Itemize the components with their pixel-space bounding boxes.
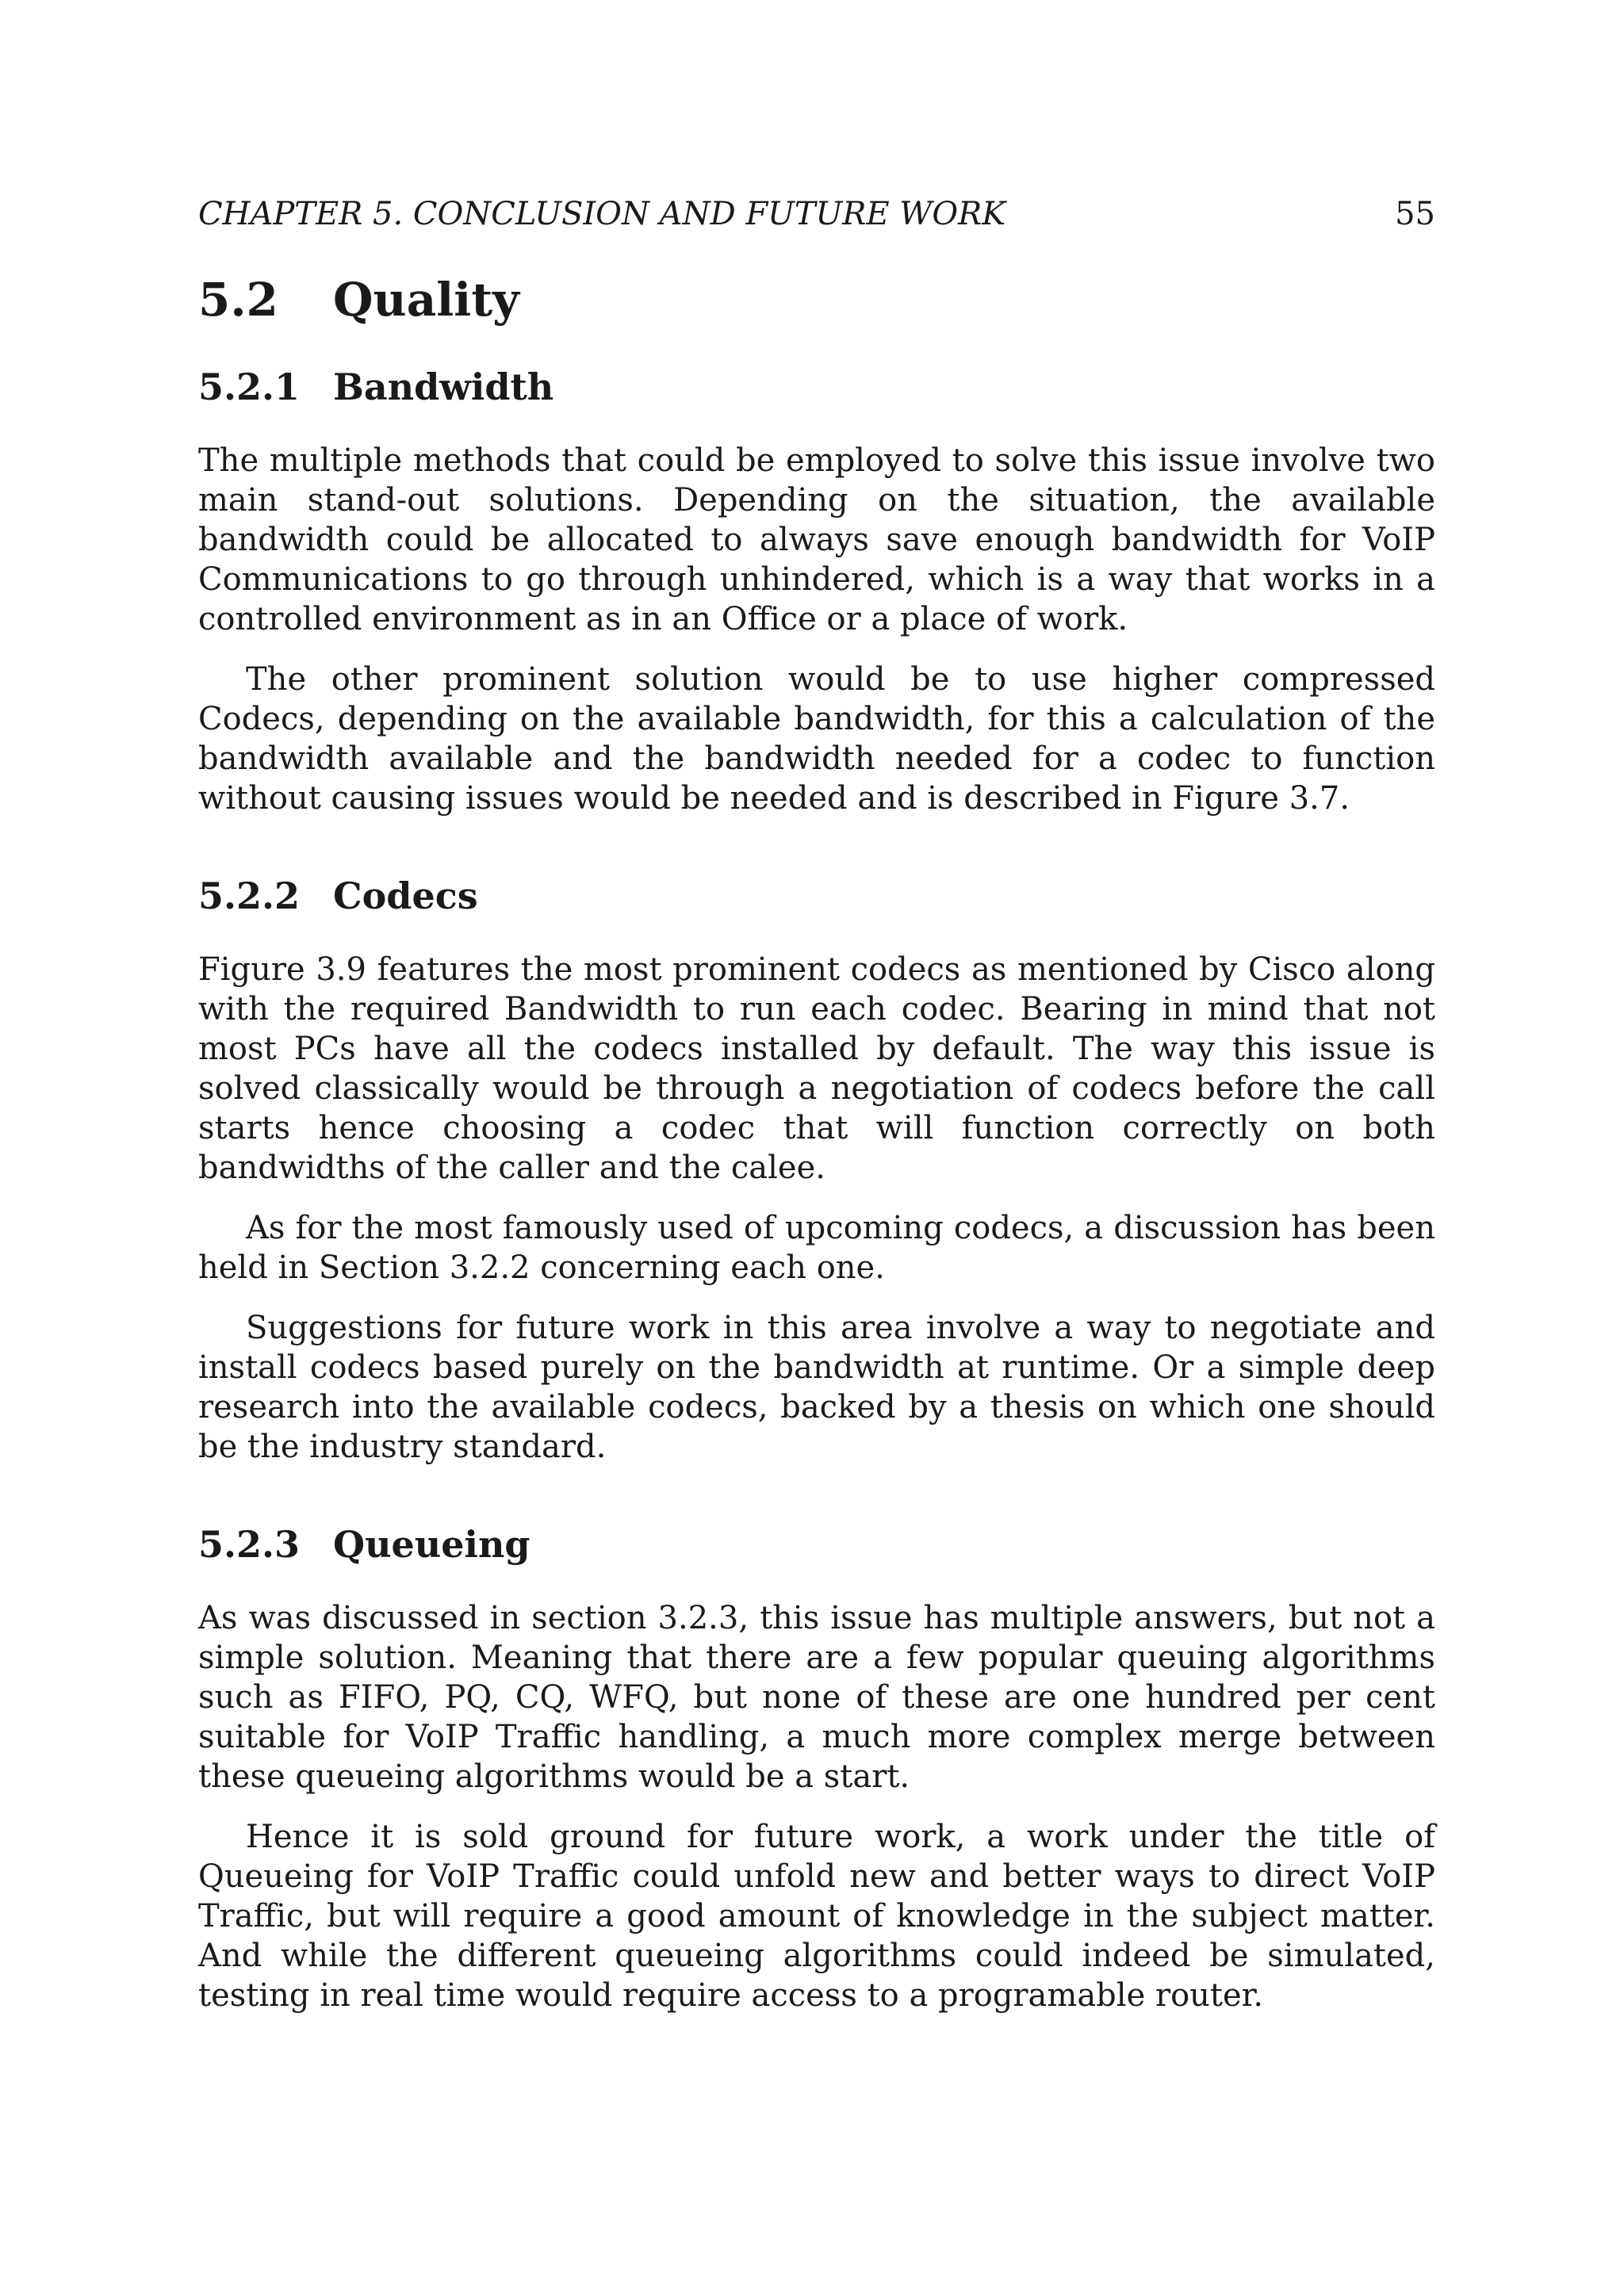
paragraph: Hence it is sold ground for future work, a work under the title of Queueing for VoIP Traffic could unfold new and better ways to direct VoIP Traffic, but will require a good amount of knowledge in the subject matter. And while the different queueing algorithms could indeed be simulated, testing in real time would require access to a programable router.	[198, 1819, 1435, 2014]
chapter-title: CHAPTER 5. CONCLUSION AND FUTURE WORK	[198, 196, 1006, 232]
subsection-title: Bandwidth	[333, 365, 554, 408]
paragraph: Figure 3.9 features the most prominent codecs as mentioned by Cisco along with the required Bandwidth to run each codec. Bearing in mind that not most PCs have all the codecs installed by default. The way this issue is solved classically would be through a negotiation of codecs before the call starts hence choosing a codec that will function correctly on both bandwidths of the caller and the calee.	[198, 951, 1435, 1186]
section-title: Quality	[333, 273, 519, 327]
paragraph: Suggestions for future work in this area involve a way to negotiate and install codecs based purely on the bandwidth at runtime. Or a simple deep research into the available codecs, backed by a thesis on which one should be the industry standard.	[198, 1310, 1435, 1465]
subsection-heading-queueing	[198, 1519, 1435, 1570]
paragraph: The multiple methods that could be employed to solve this issue involve two main stand-out solutions. Depending on the situation, the available bandwidth could be allocated to always save enough bandwidth for VoIP Communications to go through unhindered, which is a way that works in a controlled environment as in an Office or a place of work.	[198, 442, 1435, 637]
subsection-number: 5.2.2	[198, 874, 301, 917]
subsection-title: Codecs	[333, 874, 478, 917]
paper-page	[198, 190, 1435, 2220]
subsection-heading-codecs	[198, 871, 1435, 921]
subsection-title: Queueing	[333, 1523, 530, 1566]
subsection-heading-bandwidth	[198, 362, 1435, 412]
paragraph: As was discussed in section 3.2.3, this issue has multiple answers, but not a simple solution. Meaning that there are a few popular queuing algorithms such as FIFO, PQ, CQ, WFQ, but none of these are one hundred per cent suitable for VoIP Traffic handling, a much more complex merge between these queueing algorithms would be a start.	[198, 1600, 1435, 1795]
subsection-number: 5.2.3	[198, 1523, 301, 1566]
section-number: 5.2	[198, 273, 278, 327]
subsection-number: 5.2.1	[198, 365, 301, 408]
paragraph: As for the most famously used of upcoming codecs, a discussion has been held in Section 3.2.2 concerning each one.	[198, 1210, 1435, 1286]
running-header	[198, 190, 1435, 238]
paragraph: The other prominent solution would be to use higher compressed Codecs, depending on the available bandwidth, for this a calculation of the bandwidth available and the bandwidth needed for a codec to function without causing issues would be needed and is described in Figure 3.7.	[198, 661, 1435, 817]
page-number: 55	[1395, 196, 1435, 232]
section-heading	[198, 268, 1435, 331]
